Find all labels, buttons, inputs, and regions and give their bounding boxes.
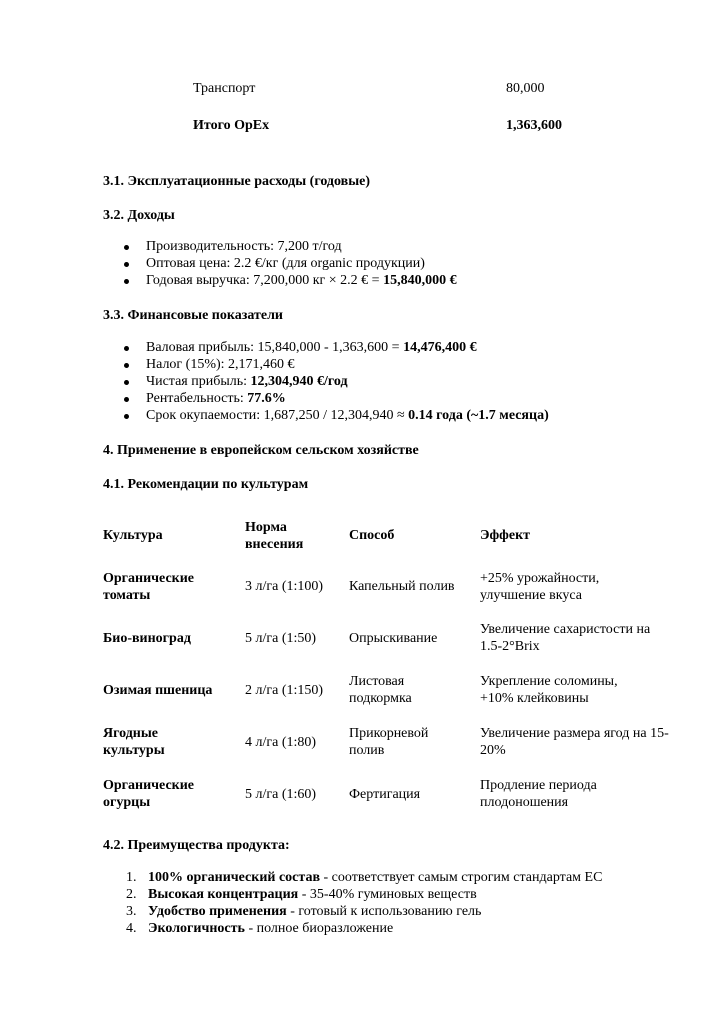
table-cell-crop: Озимая пшеница [103, 683, 213, 698]
list-item: 4. Экологичность - полное биоразложение [126, 921, 394, 936]
table-cell-method: Опрыскивание [349, 631, 438, 646]
table-cell-crop: Органические томаты [103, 571, 195, 603]
opex-total-value: 1,363,600 [506, 118, 562, 133]
table-cell-crop: Био-виноград [103, 631, 191, 646]
revenue-list [120, 238, 457, 289]
list-item: 1. 100% органический состав - соответствует самым строгим стандартам ЕС [126, 870, 603, 885]
table-header-method: Способ [349, 528, 395, 543]
advantages-list [120, 869, 602, 937]
heading-4: 4. Применение в европейском сельском хозяйстве [103, 443, 419, 458]
financial-indicators-list [120, 339, 549, 424]
heading-3-3: 3.3. Финансовые показатели [103, 308, 283, 323]
list-item: Валовая прибыль: 15,840,000 - 1,363,600 = 14,476,400 € [120, 339, 549, 356]
list-item: Рентабельность: 77.6% [120, 390, 549, 407]
list-item: 3. Удобство применения - готовый к использованию гель [126, 904, 482, 919]
heading-4-1: 4.1. Рекомендации по культурам [103, 477, 309, 492]
table-cell-method: Фертигация [349, 787, 421, 802]
table-cell-effect: Увеличение размера ягод на 15-20% [480, 726, 669, 758]
table-header-crop: Культура [103, 528, 163, 543]
table-cell-rate: 2 л/га (1:150) [245, 683, 324, 698]
table-cell-crop: Ягодные культуры [103, 726, 165, 758]
heading-3-1: 3.1. Эксплуатационные расходы (годовые) [103, 174, 371, 189]
table-cell-effect: Укрепление соломины, +10% клейковины [480, 674, 618, 706]
heading-4-2: 4.2. Преимущества продукта: [103, 838, 290, 853]
table-cell-method: Капельный полив [349, 579, 455, 594]
table-cell-rate: 5 л/га (1:50) [245, 631, 317, 646]
list-item: Оптовая цена: 2.2 €/кг (для organic продукции) [120, 255, 457, 272]
table-cell-crop: Органические огурцы [103, 778, 195, 810]
list-item: Чистая прибыль: 12,304,940 €/год [120, 373, 549, 390]
table-header-rate: Норма внесения [245, 520, 304, 552]
opex-transport-label: Транспорт [193, 81, 256, 96]
table-cell-rate: 3 л/га (1:100) [245, 579, 324, 594]
list-item: Налог (15%): 2,171,460 € [120, 356, 549, 373]
opex-transport-value: 80,000 [506, 81, 545, 96]
list-item: Срок окупаемости: 1,687,250 / 12,304,940 ≈ 0.14 года (~1.7 месяца) [120, 407, 549, 424]
table-cell-effect: Увеличение сахаристости на 1.5-2°Brix [480, 622, 651, 654]
list-item: Годовая выручка: 7,200,000 кг × 2.2 € = 15,840,000 € [120, 272, 457, 289]
list-item: 2. Высокая концентрация - 35-40% гуминовых веществ [126, 887, 477, 902]
table-cell-method: Прикорневой полив [349, 726, 429, 758]
table-cell-effect: +25% урожайности, улучшение вкуса [480, 571, 600, 603]
table-cell-rate: 4 л/га (1:80) [245, 735, 317, 750]
opex-total-label: Итого OpEx [193, 118, 270, 133]
heading-3-2: 3.2. Доходы [103, 208, 175, 223]
table-cell-effect: Продление периода плодоношения [480, 778, 597, 810]
table-cell-method: Листовая подкормка [349, 674, 412, 706]
table-header-effect: Эффект [480, 528, 531, 543]
table-cell-rate: 5 л/га (1:60) [245, 787, 317, 802]
list-item: Производительность: 7,200 т/год [120, 238, 457, 255]
